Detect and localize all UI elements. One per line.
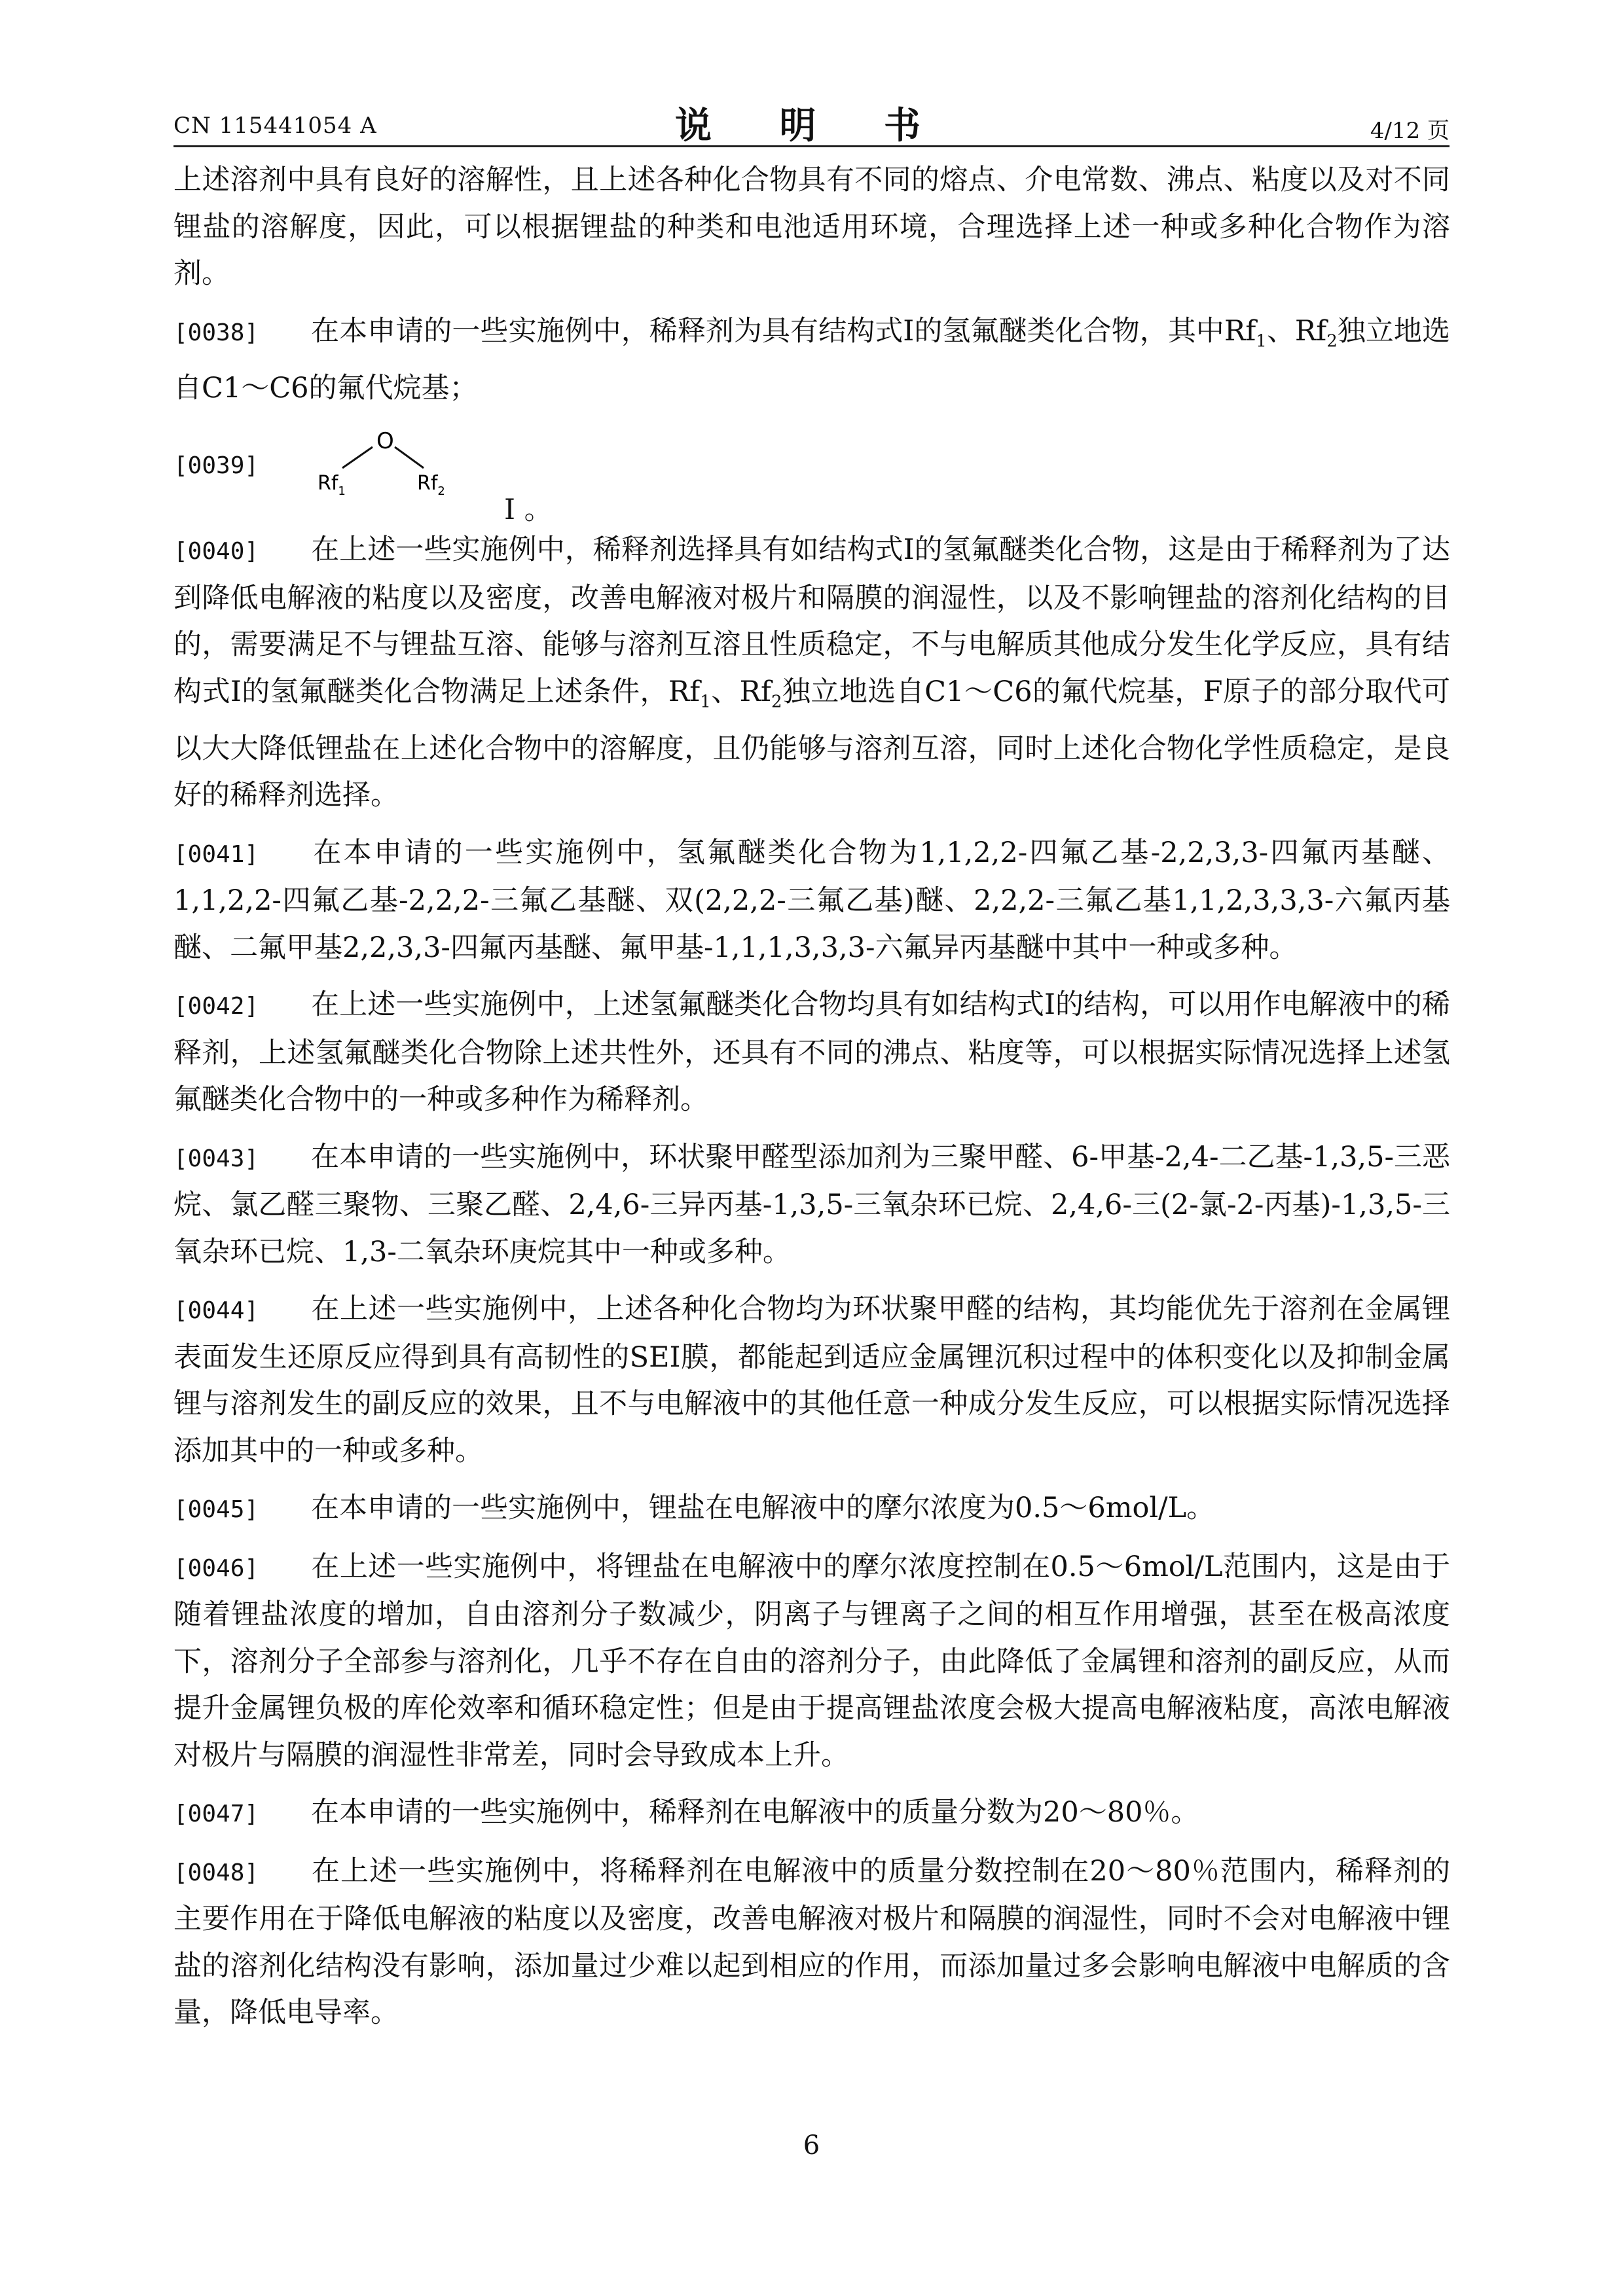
oxygen-atom: O [376,428,394,455]
publication-number: CN 115441054 A [173,113,377,139]
paragraph-tag: [0048] [173,1859,259,1886]
paragraph-0046: [0046] 在上述一些实施例中，将锂盐在电解液中的摩尔浓度控制在0.5～6mol/L范围内，这是由于随着锂盐浓度的增加，自由溶剂分子数减少，阴离子与锂离子之间的相互作用增强，甚至在极高浓度下，溶剂分子全部参与溶剂化，几乎不存在自由的溶剂分子，由此降低了金属锂和溶剂的副反应，从而提升金属锂负极的库伦效率和循环稳定性；但是由于提高锂盐浓度会极大提高电解液粘度，高浓电解液对极片与隔膜的润湿性非常差，同时会导致成本上升。 [173,1544,1450,1780]
paragraph-0042: [0042] 在上述一些实施例中，上述氢氟醚类化合物均具有如结构式Ⅰ的结构，可以用作电解液中的稀释剂，上述氢氟醚类化合物除上述共性外，还具有不同的沸点、粘度等，可以根据实际情况选择上述氢氟醚类化合物中的一种或多种作为稀释剂。 [173,982,1450,1124]
page-number: 6 [803,2130,820,2161]
paragraph-0044: [0044] 在上述一些实施例中，上述各种化合物均为环状聚甲醛的结构，其均能优先于溶剂在金属锂表面发生还原反应得到具有高韧性的SEI膜，都能起到适应金属锂沉积过程中的体积变化以及抑制金属锂与溶剂发生的副反应的效果，且不与电解液中的其他任意一种成分发生反应，可以根据实际情况选择添加其中的一种或多种。 [173,1286,1450,1475]
paragraph-0039 [173,422,1450,527]
paragraph-tag: [0044] [173,1297,259,1325]
rf2-group: $Rf_2$ [417,472,445,499]
paragraph-tag: [0040] [173,538,259,565]
paragraph-tag: [0045] [173,1496,259,1524]
document-body [173,157,1450,2047]
paragraph-tag: [0039] [173,452,259,480]
paragraph-0048: [0048] 在上述一些实施例中，将稀释剂在电解液中的质量分数控制在20～80％范围内，稀释剂的主要作用在于降低电解液的粘度以及密度，改善电解液对极片和隔膜的润湿性，同时不会对电解液中锂盐的溶剂化结构没有影响，添加量过少难以起到相应的作用，而添加量过多会影响电解液中电解质的含量，降低电导率。 [173,1848,1450,2037]
paragraph-0040: [0040] 在上述一些实施例中，稀释剂选择具有如结构式Ⅰ的氢氟醚类化合物，这是由于稀释剂为了达到降低电解液的粘度以及密度，改善电解液对极片和隔膜的润湿性，以及不影响锂盐的溶剂化结构的目的，需要满足不与锂盐互溶、能够与溶剂互溶且性质稳定，不与电解质其他成分发生化学反应，具有结构式Ⅰ的氢氟醚类化合物满足上述条件，$Rf_1$、$Rf_2$独立地选自C1～C6的氟代烷基，F原子的部分取代可以大大降低锂盐在上述化合物中的溶解度，且仍能够与溶剂互溶，同时上述化合物化学性质稳定，是良好的稀释剂选择。 [173,527,1450,819]
header-rule [173,145,1450,147]
bond-left [342,447,373,468]
paragraph-0045: [0045] 在本申请的一些实施例中，锂盐在电解液中的摩尔浓度为0.5～6mol/L。 [173,1485,1450,1534]
paragraph-0041: [0041] 在本申请的一些实施例中，氢氟醚类化合物为1,1,2,2-四氟乙基-2,2,3,3-四氟丙基醚、1,1,2,2-四氟乙基-2,2,2-三氟乙基醚、双(2,2,2-三氟乙基)醚、2,2,2-三氟乙基1,1,2,3,3,3-六氟丙基醚、二氟甲基2,2,3,3-四氟丙基醚、氟甲基-1,1,1,3,3,3-六氟异丙基醚中其中一种或多种。 [173,830,1450,972]
bond-right [395,447,424,468]
intro-paragraph: 上述溶剂中具有良好的溶解性，且上述各种化合物具有不同的熔点、介电常数、沸点、粘度以及对不同锂盐的溶解度，因此，可以根据锂盐的种类和电池适用环境，合理选择上述一种或多种化合物作为溶剂。 [173,164,1450,290]
paragraph-0047: [0047] 在本申请的一些实施例中，稀释剂在电解液中的质量分数为20～80％。 [173,1789,1450,1838]
paragraph-0038: [0038] 在本申请的一些实施例中，稀释剂为具有结构式Ⅰ的氢氟醚类化合物，其中$Rf_1$、$Rf_2$独立地选自C1～C6的氟代烷基； [173,308,1450,412]
document-title: 说 明 书 [675,104,948,147]
paragraph-tag: [0043] [173,1145,259,1172]
paragraph-tag: [0038] [173,319,259,346]
paragraph-tag: [0041] [173,840,259,868]
paragraph-tag: [0047] [173,1801,259,1828]
page-header [173,97,1450,147]
paragraph-tag: [0042] [173,993,259,1020]
rf1-group: $Rf_1$ [318,472,346,499]
formula-label: Ⅰ 。 [504,493,553,527]
paragraph-tag: [0046] [173,1554,259,1582]
page-indicator: 4/12 页 [1370,118,1450,144]
paragraph-0043: [0043] 在本申请的一些实施例中，环状聚甲醛型添加剂为三聚甲醛、6-甲基-2,4-二乙基-1,3,5-三恶烷、氯乙醛三聚物、三聚乙醛、2,4,6-三异丙基-1,3,5-三氧杂环已烷、2,4,6-三(2-氯-2-丙基)-1,3,5-三氧杂环已烷、1,3-二氧杂环庚烷其中一种或多种。 [173,1134,1450,1276]
structural-formula [304,422,475,520]
